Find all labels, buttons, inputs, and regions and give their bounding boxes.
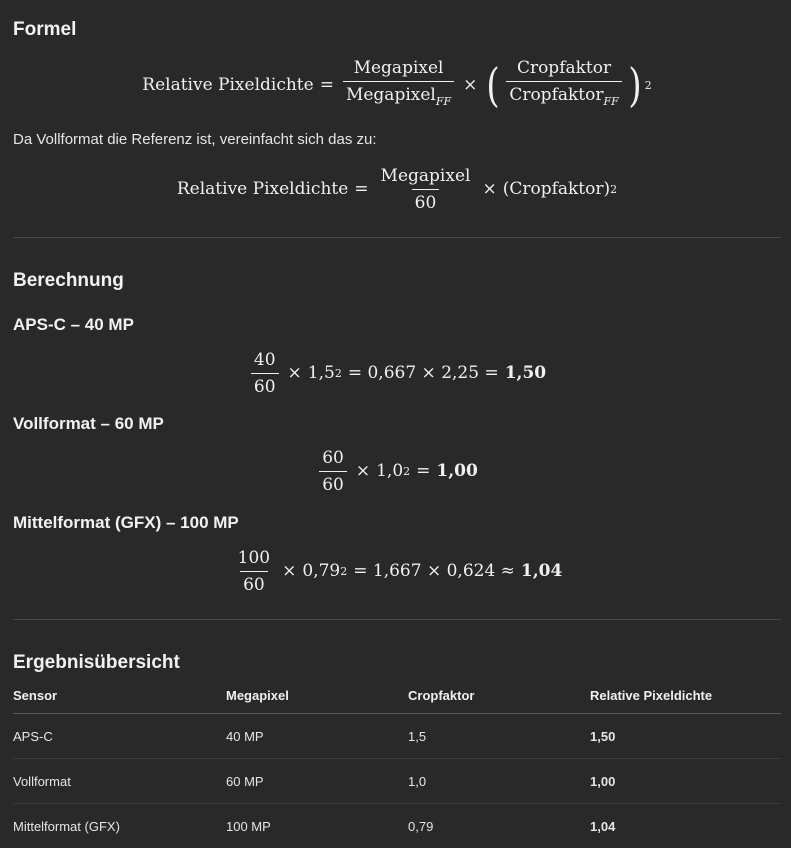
cell-sensor: Mittelformat (GFX) — [13, 804, 226, 848]
cell-pixeldichte: 1,00 — [590, 759, 781, 804]
formula-lhs: Relative Pixeldichte — [177, 179, 348, 199]
calc-vollformat — [13, 446, 781, 496]
formula-eq: = — [354, 179, 368, 199]
formula-fraction-cropfaktor — [506, 58, 621, 112]
formula-cropfaktor: (Cropfaktor) — [503, 179, 610, 199]
fraction-numerator: 40 — [251, 350, 279, 373]
calc-result: 1,04 — [521, 561, 562, 581]
fraction-denominator: 60 — [240, 571, 268, 595]
calc-result: 1,50 — [505, 363, 546, 383]
cell-cropfaktor: 1,0 — [408, 759, 590, 804]
heading-formel: Formel — [13, 19, 76, 41]
formula-lhs: Relative Pixeldichte — [142, 75, 313, 95]
cell-cropfaktor: 1,5 — [408, 714, 590, 759]
column-header-pixeldichte: Relative Pixeldichte — [590, 677, 781, 714]
fraction-denominator: Megapixel$_{FF}$ — [343, 81, 454, 112]
formula-times: × — [463, 75, 477, 95]
table-row — [13, 714, 781, 759]
calc-result: 1,00 — [436, 461, 477, 481]
heading-berechnung: Berechnung — [13, 270, 124, 292]
formula-fraction — [378, 166, 474, 213]
calc-times: × — [288, 363, 302, 383]
fraction-numerator: Megapixel — [351, 58, 447, 81]
fraction-denominator: Cropfaktor$_{FF}$ — [506, 81, 621, 112]
formula-note: Da Vollformat die Referenz ist, vereinfacht sich das zu: — [13, 131, 377, 148]
calc-times: × — [356, 461, 370, 481]
cell-sensor: APS-C — [13, 714, 226, 759]
calc-fraction — [319, 448, 347, 495]
formula-exponent: 2 — [645, 79, 652, 92]
calc-steps: = — [416, 461, 430, 481]
cell-cropfaktor: 0,79 — [408, 804, 590, 848]
calc-base: 1,0 — [376, 461, 403, 481]
calc-title-mittelformat: Mittelformat (GFX) – 100 MP — [13, 513, 239, 533]
fraction-denominator: 60 — [319, 471, 347, 495]
fraction-numerator: Megapixel — [378, 166, 474, 189]
formula-times: × — [482, 179, 496, 199]
cell-pixeldichte: 1,50 — [590, 714, 781, 759]
formula-general — [13, 56, 781, 114]
calc-base: 1,5 — [308, 363, 335, 383]
divider — [13, 619, 781, 620]
calc-title-apsc: APS-C – 40 MP — [13, 315, 134, 335]
formula-fraction-megapixel — [343, 58, 454, 112]
cell-megapixel: 60 MP — [226, 759, 408, 804]
column-header-cropfaktor: Cropfaktor — [408, 677, 590, 714]
cell-sensor: Vollformat — [13, 759, 226, 804]
calc-fraction — [235, 548, 273, 595]
cell-megapixel: 40 MP — [226, 714, 408, 759]
fraction-numerator: 100 — [235, 548, 273, 571]
calc-fraction — [251, 350, 279, 397]
fraction-denominator: 60 — [412, 189, 440, 213]
right-paren: ) — [628, 62, 641, 108]
cell-pixeldichte: 1,04 — [590, 804, 781, 848]
column-header-megapixel: Megapixel — [226, 677, 408, 714]
calc-steps: = 1,667 × 0,624 ≈ — [353, 561, 515, 581]
calc-exponent: 2 — [335, 367, 342, 380]
heading-ergebnisuebersicht: Ergebnisübersicht — [13, 652, 180, 674]
calc-apsc — [13, 348, 781, 398]
results-table — [13, 677, 781, 848]
fraction-numerator: 60 — [319, 448, 347, 471]
left-paren: ( — [487, 62, 500, 108]
calc-exponent: 2 — [340, 565, 347, 578]
divider — [13, 237, 781, 238]
column-header-sensor: Sensor — [13, 677, 226, 714]
table-row — [13, 804, 781, 848]
calc-times: × — [282, 561, 296, 581]
calc-title-vollformat: Vollformat – 60 MP — [13, 414, 164, 434]
calc-base: 0,79 — [302, 561, 340, 581]
table-header-row — [13, 677, 781, 714]
calc-exponent: 2 — [403, 465, 410, 478]
formula-eq: = — [320, 75, 334, 95]
calc-steps: = 0,667 × 2,25 = — [348, 363, 499, 383]
formula-exponent: 2 — [610, 183, 617, 196]
fraction-numerator: Cropfaktor — [514, 58, 614, 81]
fraction-denominator: 60 — [251, 373, 279, 397]
calc-mittelformat — [13, 546, 781, 596]
table-row — [13, 759, 781, 804]
cell-megapixel: 100 MP — [226, 804, 408, 848]
formula-simplified — [13, 164, 781, 214]
